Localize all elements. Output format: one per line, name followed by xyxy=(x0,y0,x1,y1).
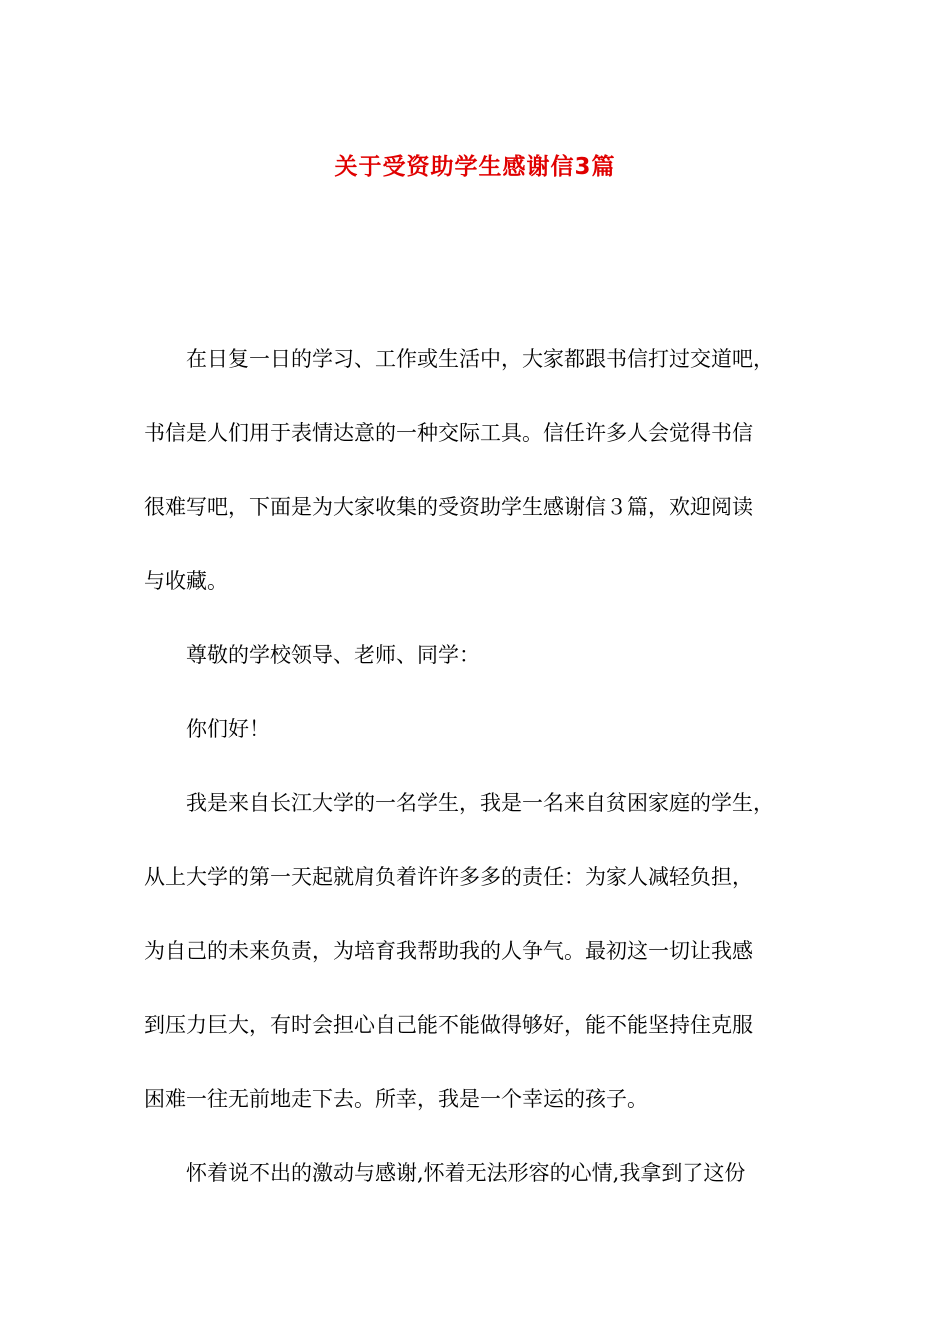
text-line: 为自己的未来负责，为培育我帮助我的人争气。最初这一切让我感 xyxy=(144,939,753,963)
text-line: 书信是人们用于表情达意的一种交际工具。信任许多人会觉得书信 xyxy=(144,421,753,445)
text-line: 你们好！ xyxy=(186,717,270,741)
text-line: 尊敬的学校领导、老师、同学： xyxy=(186,643,480,667)
paragraph-salutation xyxy=(144,618,816,692)
paragraph-body-1 xyxy=(144,766,816,1136)
text-line: 我是来自长江大学的一名学生，我是一名来自贫困家庭的学生， xyxy=(186,791,774,815)
text-line: 到压力巨大，有时会担心自己能不能做得够好，能不能坚持住克服 xyxy=(144,1013,753,1037)
text-line: 很难写吧，下面是为大家收集的受资助学生感谢信３篇，欢迎阅读 xyxy=(144,495,753,519)
text-line: 从上大学的第一天起就肩负着许许多多的责任：为家人减轻负担， xyxy=(144,865,753,889)
paragraph-intro xyxy=(144,322,816,618)
text-line: 与收藏。 xyxy=(144,569,228,593)
paragraph-greeting xyxy=(144,692,816,766)
text-line: 困难一往无前地走下去。所幸，我是一个幸运的孩子。 xyxy=(144,1087,648,1111)
document-title: 关于受资助学生感谢信3篇 xyxy=(334,154,616,181)
text-line: 在日复一日的学习、工作或生活中，大家都跟书信打过交道吧， xyxy=(186,347,774,371)
document-body xyxy=(144,322,816,1210)
paragraph-body-2 xyxy=(144,1136,816,1210)
text-line: 怀着说不出的激动与感谢,怀着无法形容的心情,我拿到了这份 xyxy=(186,1161,746,1185)
